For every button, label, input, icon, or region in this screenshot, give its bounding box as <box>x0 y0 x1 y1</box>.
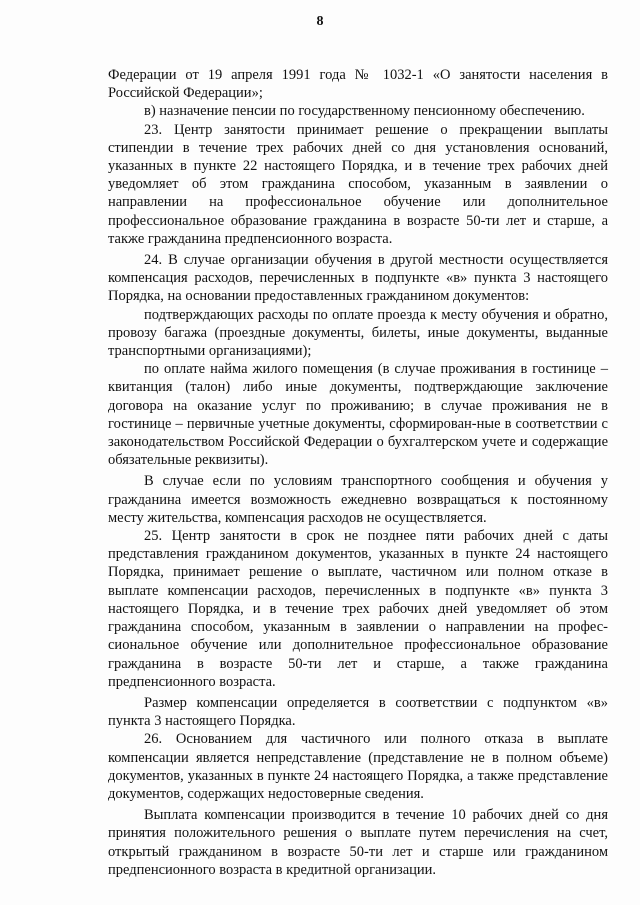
paragraph-travel-expenses: подтверждающих расходы по оплате проезда к месту обучения и обратно, провозу багажа (проездные документы, билеты, иные документы, выданные транспортными организациями); <box>108 306 608 360</box>
paragraph-payment-terms: Выплата компенсации производится в течение 10 рабочих дней со дня принятия положительного решения о выплате путем перечисления на счет, открытый гражданином в возрасте 50-ти лет и старше или гражданином предпенсионного возраста в кредитной организации. <box>108 807 608 878</box>
paragraph-daily-return: В случае если по условиям транспортного сообщения и обучения у гражданина имеется возможность ежедневно возвращаться к постоянному месту жительства, компенсация расходов не осуществляется. <box>108 473 608 526</box>
page-number: 8 <box>316 14 324 29</box>
paragraph-housing-expenses: по оплате найма жилого помещения (в случае проживания в гостинице – квитанция (талон) либо иные документы, подтверждающие заключение договора на оказание услуг по проживанию; в случае проживания не в гостинице – первичные учетные документы, сформирован-ные в соответствии с законодательством Российской Федерации о бухгалтерском учете и содержащие обязательные реквизиты). <box>108 361 608 469</box>
paragraph-item-v: в) назначение пенсии по государственному пенсионному обеспечению. <box>144 103 585 120</box>
paragraph-compensation-amount: Размер компенсации определяется в соответствии с подпунктом «в» пункта 3 настоящего Порядка. <box>108 694 608 730</box>
paragraph-clause-24: 24. В случае организации обучения в другой местности осуществляется компенсация расходов, перечисленных в подпункте «в» пункта 3 настоящего Порядка, на основании предоставленных гражданином документов: <box>108 252 608 305</box>
paragraph-continuation: Федерации от 19 апреля 1991 года № 1032-1 «О занятости населения в Российской Федерации»; <box>108 67 608 102</box>
paragraph-clause-25: 25. Центр занятости в срок не позднее пяти рабочих дней с даты представления гражданином документов, указанных в пункте 24 настоящего Порядка, принимает решение о выплате, частичном или полном отказе в выплате компенсации расходов, перечисленных в подпункте «в» пункта 3 настоящего Порядка, и в течение трех рабочих дней уведомляет об этом гражданина способом, указанным в заявлении о направлении на профес-сиональное обучение или дополнительное профессиональное образование гражданина в возрасте 50-ти лет и старше, а также гражданина предпенсионного возраста. <box>108 528 608 690</box>
document-body <box>108 66 608 879</box>
paragraph-clause-26: 26. Основанием для частичного или полного отказа в выплате компенсации является непредставление (представление не в полном объеме) документов, указанных в пункте 24 настоящего Порядка, а также представление документов, содержащих недостоверные сведения. <box>108 731 608 802</box>
paragraph-clause-23: 23. Центр занятости принимает решение о прекращении выплаты стипендии в течение трех рабочих дней со дня установления оснований, указанных в пункте 22 настоящего Порядка, и в течение трех рабочих дней уведомляет об этом гражданина способом, указанным в заявлении о направлении на профессиональное обучение или дополнительное профессиональное образование гражданина в возрасте 50-ти лет и старше, а также гражданина предпенсионного возраста. <box>108 121 608 247</box>
